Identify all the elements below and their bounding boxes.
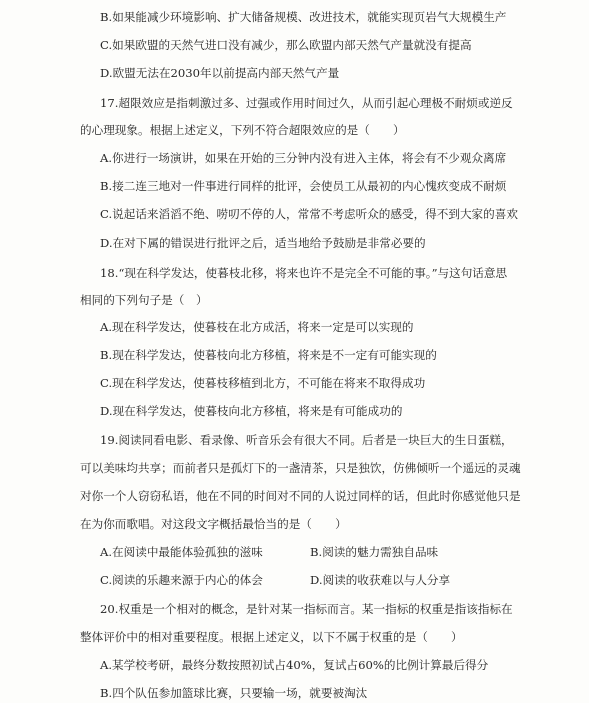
q19-stem-line-3: 对你一个人窃窃私语，他在不同的时间对不同的人说过同样的话，但此时你感觉他只是 [80, 489, 521, 503]
q17-option-a: A.你进行一场演讲，如果在开始的三分钟内没有进入主体，将会有不少观众离席 [100, 151, 507, 165]
q17-option-c: C.说起话来滔滔不绝、唠叨不停的人，常常不考虑听众的感受，得不到大家的喜欢 [100, 207, 518, 221]
q17-stem-line-1: 17.超限效应是指刺激过多、过强或作用时间过久，从而引起心理极不耐烦或逆反 [100, 96, 513, 110]
q18-option-c: C.现在科学发达，使暮枝移植到北方，不可能在将来不取得成功 [100, 376, 426, 390]
q16-option-b: B.如果能减少环境影响、扩大储备规模、改进技术，就能实现页岩气大规模生产 [100, 10, 507, 24]
q16-option-c: C.如果欧盟的天然气进口没有减少，那么欧盟内部天然气产量就没有提高 [100, 38, 472, 52]
q17-option-d: D.在对下属的错误进行批评之后，适当地给予鼓励是非常必要的 [100, 236, 426, 250]
q20-stem-line-2: 整体评价中的相对重要程度。根据上述定义，以下不属于权重的是（ ） [80, 630, 463, 644]
q17-stem-line-2: 的心理现象。根据上述定义，下列不符合超限效应的是（ ） [80, 123, 405, 137]
q20-stem-line-1: 20.权重是一个相对的概念，是针对某一指标而言。某一指标的权重是指该指标在 [100, 602, 513, 616]
q16-option-d: D.欧盟无法在2030年以前提高内部天然气产量 [100, 66, 340, 80]
q18-option-d: D.现在科学发达，使暮枝向北方移植，将来是有可能成功的 [100, 404, 403, 418]
q18-option-b: B.现在科学发达，使暮枝向北方移植，将来是不一定有可能实现的 [100, 348, 437, 362]
q18-stem-line-2: 相同的下列句子是（ ） [80, 293, 208, 307]
q19-option-d: D.阅读的收获难以与人分享 [310, 573, 451, 587]
q19-stem-line-2: 可以美味均共享；而前者只是孤灯下的一盏清茶，只是独饮，仿佛倾听一个遥远的灵魂 [80, 461, 521, 475]
q18-stem-line-1: 18.“现在科学发达，使暮枝北移，将来也许不是完全不可能的事。”与这句话意思 [100, 266, 508, 280]
q20-option-b: B.四个队伍参加篮球比赛，只要输一场，就要被淘汰 [100, 686, 368, 700]
q18-option-a: A.现在科学发达，使暮枝在北方成活，将来一定是可以实现的 [100, 320, 414, 334]
q19-option-a: A.在阅读中最能体验孤独的滋味 [100, 545, 263, 559]
q19-option-b: B.阅读的魅力需独自品味 [310, 545, 439, 559]
q19-option-c: C.阅读的乐趣来源于内心的体会 [100, 573, 263, 587]
q19-stem-line-4: 在为你而歌唱。对这段文字概括最恰当的是（ ） [80, 517, 347, 531]
q17-option-b: B.接二连三地对一件事进行同样的批评，会使员工从最初的内心愧疚变成不耐烦 [100, 179, 507, 193]
q19-stem-line-1: 19.阅读同看电影、看录像、听音乐会有很大不同。后者是一块巨大的生日蛋糕， [100, 433, 513, 447]
q20-option-a: A.某学校考研，最终分数按照初试占40%，复试占60%的比例计算最后得分 [100, 658, 489, 672]
